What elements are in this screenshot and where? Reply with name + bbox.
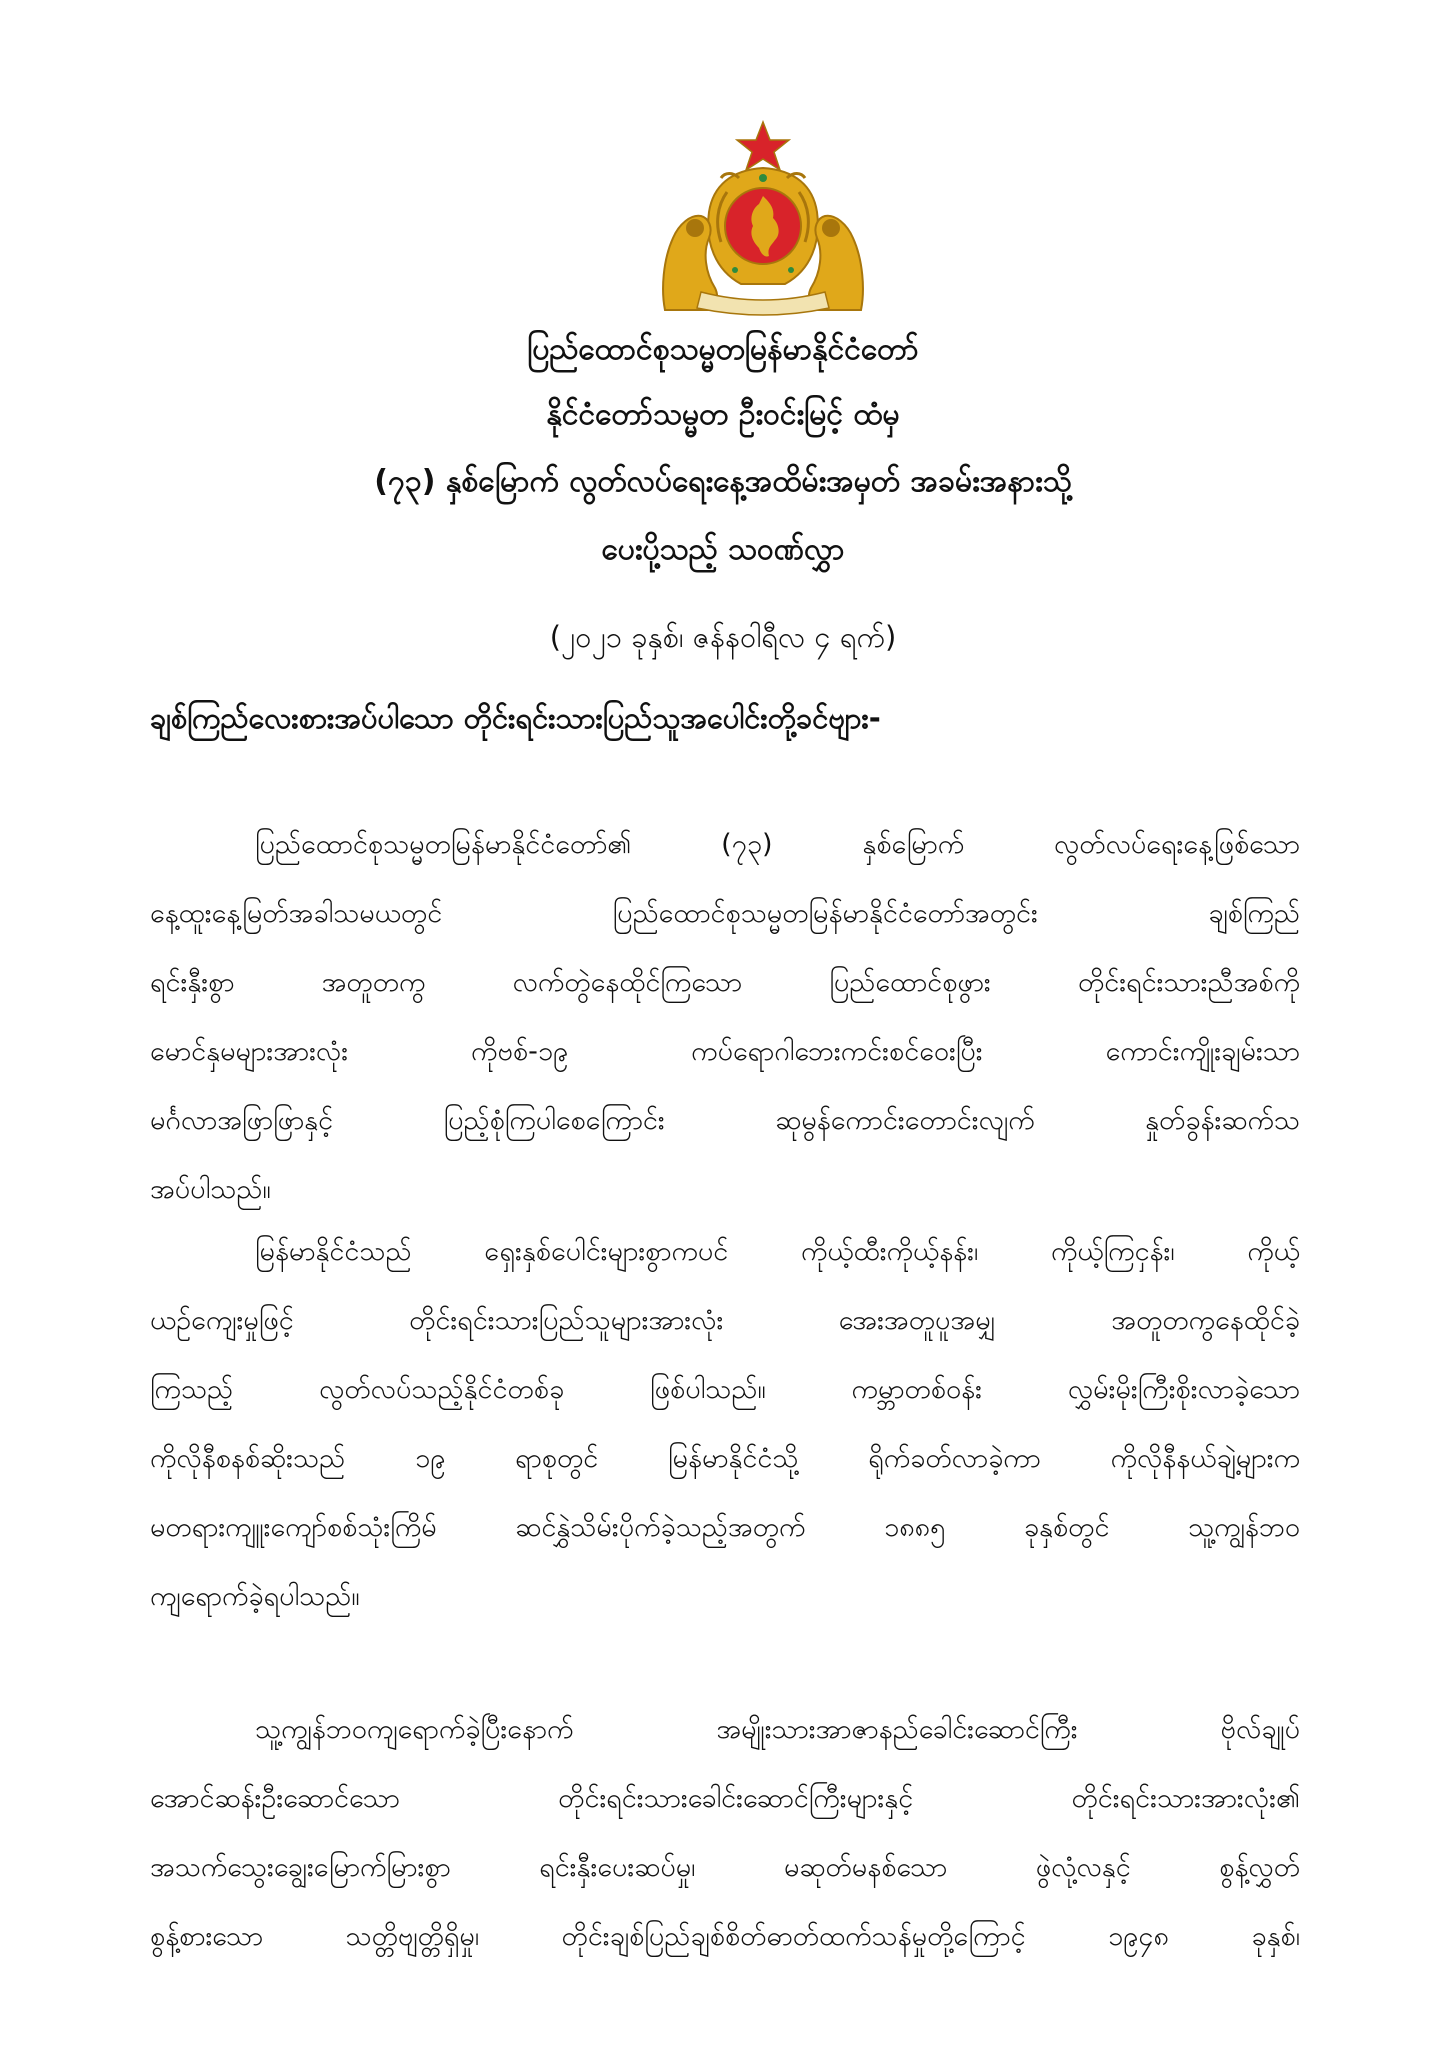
heading-country: ပြည်ထောင်စုသမ္မတမြန်မာနိုင်ငံတော် bbox=[527, 332, 919, 367]
paragraph-line: မင်္ဂလာအဖြာဖြာနှင့် ပြည့်စုံကြပါစေကြောင်း ဆုမွန်ကောင်းတောင်းလျက် နှုတ်ခွန်းဆက်သ bbox=[150, 1105, 1300, 1136]
paragraph-line: ယဉ်ကျေးမှုဖြင့် တိုင်းရင်းသားပြည်သူများအားလုံး အေးအတူပူအမျှ အတူတကွနေထိုင်ခဲ့ bbox=[150, 1305, 1300, 1336]
heading-occasion: (၇၃) နှစ်မြောက် လွတ်လပ်ရေးနေ့အထိမ်းအမှတ် အခမ်းအနားသို့ bbox=[374, 464, 1072, 499]
paragraph-1 bbox=[150, 825, 1300, 1239]
paragraph-line: စွန့်စားသော သတ္တိဗျတ္တိရှိမှု၊ တိုင်းချစ်ပြည်ချစ်စိတ်ဓာတ်ထက်သန်မှုတို့ကြောင့် ၁၉၄၈ ခုနှစ်၊ bbox=[150, 1921, 1300, 1952]
heading-letter-type: ပေးပို့သည့် သဝဏ်လွှာ bbox=[601, 532, 845, 567]
paragraph-line: ရင်းနှီးစွာ အတူတကွ လက်တွဲနေထိုင်ကြသော ပြည်ထောင်စုဖွား တိုင်းရင်းသားညီအစ်ကို bbox=[150, 967, 1300, 998]
salutation: ချစ်ကြည်လေးစားအပ်ပါသော တိုင်းရင်းသားပြည်သူအပေါင်းတို့ခင်ဗျား- bbox=[150, 701, 881, 735]
paragraph-line: ကိုလိုနီစနစ်ဆိုးသည် ၁၉ ရာစုတွင် မြန်မာနိုင်ငံသို့ ရိုက်ခတ်လာခဲ့ကာ ကိုလိုနီနယ်ချဲ့များက bbox=[150, 1443, 1300, 1474]
paragraph-line: ကျရောက်ခဲ့ရပါသည်။ bbox=[150, 1581, 360, 1612]
paragraph-line: ကြသည့် လွတ်လပ်သည့်နိုင်ငံတစ်ခု ဖြစ်ပါသည်။ ကမ္ဘာတစ်ဝန်း လွှမ်းမိုးကြီးစိုးလာခဲ့သော bbox=[150, 1374, 1300, 1405]
paragraph-3 bbox=[150, 1710, 1300, 1986]
paragraph-line: ပြည်ထောင်စုသမ္မတမြန်မာနိုင်ငံတော်၏ (၇၃) နှစ်မြောက် လွတ်လပ်ရေးနေ့ဖြစ်သော bbox=[255, 829, 1300, 860]
paragraph-line: သူ့ကျွန်ဘဝကျရောက်ခဲ့ပြီးနောက် အမျိုးသားအာဇာနည်ခေါင်းဆောင်ကြီး ဗိုလ်ချုပ် bbox=[255, 1714, 1300, 1745]
paragraph-line: မတရားကျူးကျော်စစ်သုံးကြိမ် ဆင်နွှဲသိမ်းပိုက်ခဲ့သည့်အတွက် ၁၈၈၅ ခုနှစ်တွင် သူ့ကျွန်ဘဝ bbox=[150, 1512, 1300, 1543]
paragraph-line: အသက်သွေးချွေးမြောက်မြားစွာ ရင်းနှီးပေးဆပ်မှု၊ မဆုတ်မနစ်သော ဖွဲလုံ့လနှင့် စွန့်လွှတ် bbox=[150, 1852, 1300, 1883]
paragraph-line: အပ်ပါသည်။ bbox=[150, 1174, 271, 1205]
paragraph-2 bbox=[150, 1232, 1300, 1646]
heading-sender: နိုင်ငံတော်သမ္မတ ဦးဝင်းမြင့် ထံမှ bbox=[546, 397, 900, 432]
state-seal-icon bbox=[643, 120, 883, 320]
paragraph-line: အောင်ဆန်းဦးဆောင်သော တိုင်းရင်းသားခေါင်းဆောင်ကြီးများနှင့် တိုင်းရင်းသားအားလုံး၏ bbox=[150, 1783, 1300, 1814]
paragraph-line: မောင်နှမများအားလုံး ကိုဗစ်-၁၉ ကပ်ရောဂါဘေးကင်းစင်ဝေးပြီး ကောင်းကျိုးချမ်းသာ bbox=[150, 1036, 1300, 1067]
paragraph-line: နေ့ထူးနေ့မြတ်အခါသမယတွင် ပြည်ထောင်စုသမ္မတမြန်မာနိုင်ငံတော်အတွင်း ချစ်ကြည် bbox=[150, 898, 1300, 929]
letter-date: (၂၀၂၁ ခုနှစ်၊ ဇန်နဝါရီလ ၄ ရက်) bbox=[549, 620, 897, 654]
paragraph-line: မြန်မာနိုင်ငံသည် ရှေးနှစ်ပေါင်းများစွာကပင် ကိုယ့်ထီးကိုယ့်နန်း၊ ကိုယ့်ကြငှန်း၊ ကိုယ့် bbox=[255, 1236, 1300, 1267]
